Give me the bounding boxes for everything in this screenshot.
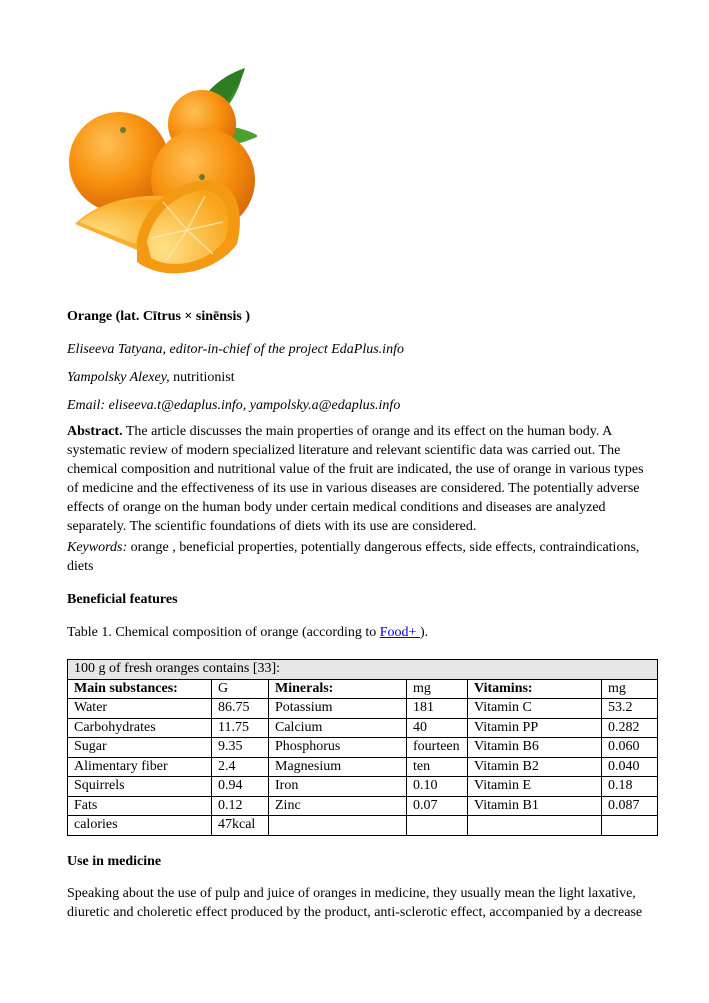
table-cell	[269, 816, 407, 836]
table-header-row	[68, 660, 658, 680]
table-cell: Vitamin B1	[468, 796, 602, 816]
table-row	[68, 718, 658, 738]
table-row	[68, 777, 658, 797]
table-caption	[67, 623, 657, 642]
column-header: Vitamins:	[468, 679, 602, 699]
column-header: Minerals:	[269, 679, 407, 699]
table-cell: Potassium	[269, 699, 407, 719]
abstract-label: Abstract.	[67, 424, 123, 439]
article-title: Orange (lat. Cītrus × sinēnsis )	[67, 309, 250, 324]
table-cell: Zinc	[269, 796, 407, 816]
table-cell: 40	[407, 718, 468, 738]
keywords-label: Keywords:	[67, 540, 128, 555]
table-column-row	[68, 679, 658, 699]
table-cell: 0.07	[407, 796, 468, 816]
abstract	[67, 422, 657, 536]
table-cell: Fats	[68, 796, 212, 816]
table-row	[68, 757, 658, 777]
column-header: G	[212, 679, 269, 699]
table-cell: 9.35	[212, 738, 269, 758]
table-cell: fourteen	[407, 738, 468, 758]
food-plus-link[interactable]: Food+	[379, 625, 420, 640]
table-cell	[602, 816, 658, 836]
table-header-cell: 100 g of fresh oranges contains [33]:	[68, 660, 658, 680]
table-cell: Vitamin C	[468, 699, 602, 719]
keywords	[67, 538, 657, 576]
keywords-text: orange , beneficial properties, potentially dangerous effects, side effects, contraindications, diets	[67, 540, 640, 574]
author-emails: Email: eliseeva.t@edaplus.info, yampolsky.a@edaplus.info	[67, 398, 401, 413]
column-header: mg	[407, 679, 468, 699]
table-cell: 0.060	[602, 738, 658, 758]
table-cell: 53.2	[602, 699, 658, 719]
table-cell: Water	[68, 699, 212, 719]
table-cell: Vitamin PP	[468, 718, 602, 738]
table-cell: calories	[68, 816, 212, 836]
table-cell: 0.282	[602, 718, 658, 738]
column-header: mg	[602, 679, 658, 699]
table-cell: Vitamin B6	[468, 738, 602, 758]
table-cell: Carbohydrates	[68, 718, 212, 738]
table-cell: 0.10	[407, 777, 468, 797]
author2-name: Yampolsky Alexey,	[67, 370, 170, 385]
body-paragraph: Speaking about the use of pulp and juice of oranges in medicine, they usually mean the light laxative, diuretic and choleretic effect produced by the product, anti-sclerotic effect, accompanied by a decrease	[67, 886, 643, 920]
table-row	[68, 816, 658, 836]
table-cell: 181	[407, 699, 468, 719]
table-cell	[468, 816, 602, 836]
section-heading-medicine: Use in medicine	[67, 854, 162, 869]
table-cell: 2.4	[212, 757, 269, 777]
table-cell: 11.75	[212, 718, 269, 738]
author2-role: nutritionist	[169, 370, 235, 385]
table-cell: Alimentary fiber	[68, 757, 212, 777]
table-cell: 0.040	[602, 757, 658, 777]
table-cell: 0.12	[212, 796, 269, 816]
caption-end: ).	[419, 625, 429, 640]
table-cell	[407, 816, 468, 836]
table-row	[68, 699, 658, 719]
table-row	[68, 738, 658, 758]
oranges-image	[67, 62, 257, 284]
table-cell: 0.94	[212, 777, 269, 797]
section-heading-beneficial: Beneficial features	[67, 592, 178, 607]
table-cell: Vitamin E	[468, 777, 602, 797]
author-yampolsky	[67, 368, 657, 387]
table-cell: 86.75	[212, 699, 269, 719]
table-cell: 47kcal	[212, 816, 269, 836]
table-cell: Sugar	[68, 738, 212, 758]
table-cell: Vitamin B2	[468, 757, 602, 777]
table-row	[68, 796, 658, 816]
caption-text: Table 1. Chemical composition of orange (according to	[67, 625, 380, 640]
table-cell: Phosphorus	[269, 738, 407, 758]
abstract-text: The article discusses the main properties of orange and its effect on the human body. A systematic review of modern specialized literature and relevant scientific data was carried out. The chemical composition and nutritional value of the fruit are indicated, the use of orange in various types of medicine and the effectiveness of its use in various diseases are considered. The potentially adverse effects of orange on the human body under certain medical conditions and diseases are analyzed separately. The scientific foundations of diets with its use are considered.	[67, 424, 644, 534]
table-cell: Iron	[269, 777, 407, 797]
table-cell: ten	[407, 757, 468, 777]
table-cell: 0.18	[602, 777, 658, 797]
table-cell: Calcium	[269, 718, 407, 738]
table-cell: Magnesium	[269, 757, 407, 777]
column-header: Main substances:	[68, 679, 212, 699]
table-cell: Squirrels	[68, 777, 212, 797]
table-cell: 0.087	[602, 796, 658, 816]
author-eliseeva: Eliseeva Tatyana, editor-in-chief of the project EdaPlus.info	[67, 342, 404, 357]
chemical-composition-table	[67, 659, 658, 836]
